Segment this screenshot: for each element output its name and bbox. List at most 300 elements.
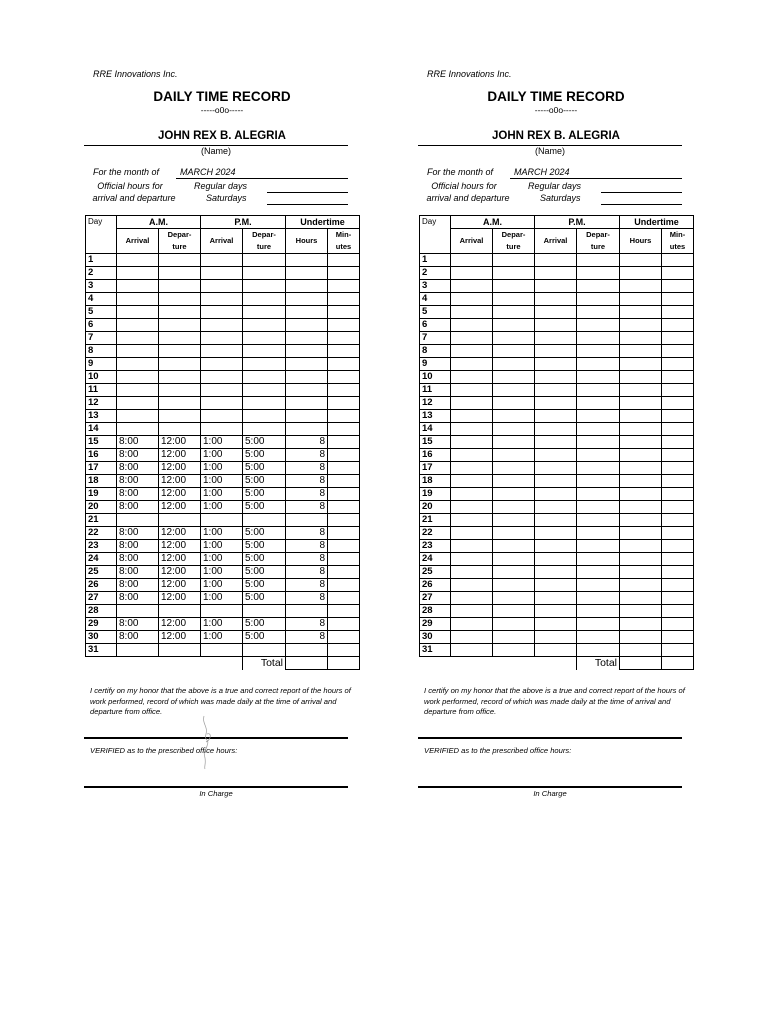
day-cell: 24 [86,553,117,566]
day-cell: 27 [86,592,117,605]
pm-arrival-cell: 1:00 [201,540,243,553]
official-hours-label-line2: arrival and departure [426,193,510,203]
pm-arrival-cell [535,384,577,397]
pm-departure-cell: 5:00 [243,618,286,631]
am-departure-cell [159,254,201,267]
am-arrival-cell [451,462,493,475]
am-arrival-cell [451,644,493,657]
hours-cell [620,527,662,540]
day-cell: 29 [420,618,451,631]
am-departure-cell [493,384,535,397]
table-header-row-1 [86,216,360,229]
am-departure-cell: 12:00 [159,475,201,488]
hours-cell [620,319,662,332]
day-cell: 3 [420,280,451,293]
hours-cell: 8 [286,475,328,488]
pm-arrival-cell [535,462,577,475]
table-row [420,605,694,618]
pm-departure-cell [577,254,620,267]
am-arrival-cell [451,267,493,280]
am-departure-cell [493,371,535,384]
am-departure-cell: 12:00 [159,592,201,605]
am-arrival-cell [451,410,493,423]
am-arrival-cell [117,358,159,371]
am-departure-cell [493,410,535,423]
day-cell: 18 [420,475,451,488]
table-row [420,410,694,423]
table-row [420,293,694,306]
minutes-cell [662,358,694,371]
am-departure-cell [493,397,535,410]
name-caption: (Name) [200,146,231,156]
hours-cell [620,293,662,306]
company-name: RRE Innovations Inc. [93,69,178,79]
pm-arrival-cell [535,410,577,423]
table-row [86,553,360,566]
minutes-cell [328,358,360,371]
am-arrival-cell [117,345,159,358]
day-cell: 2 [86,267,117,280]
am-arrival-cell [117,306,159,319]
pm-departure-cell [243,384,286,397]
table-row [420,579,694,592]
minutes-cell [662,371,694,384]
hours-cell [286,423,328,436]
pm-arrival-cell [535,306,577,319]
am-arrival-cell: 8:00 [117,592,159,605]
hours-cell [620,579,662,592]
pm-arrival-cell [201,306,243,319]
header-day: Day [86,216,117,254]
day-cell: 29 [86,618,117,631]
regular-days-label: Regular days [528,181,582,191]
hours-cell: 8 [286,579,328,592]
pm-arrival-cell [535,501,577,514]
hours-cell [286,267,328,280]
header-pm-arrival: Arrival [201,229,243,254]
am-departure-cell [493,423,535,436]
am-departure-cell [493,605,535,618]
total-label: Total [577,657,620,670]
am-departure-cell [159,397,201,410]
am-departure-cell [159,345,201,358]
minutes-cell [328,579,360,592]
minutes-cell [662,410,694,423]
pm-arrival-cell: 1:00 [201,501,243,514]
employee-name: JOHN REX B. ALEGRIA [491,130,620,142]
total-spacer [86,657,243,670]
hours-cell [620,514,662,527]
table-row [86,371,360,384]
day-cell: 23 [420,540,451,553]
am-arrival-cell [117,371,159,384]
am-arrival-cell [451,254,493,267]
am-arrival-cell [117,644,159,657]
am-departure-cell [493,540,535,553]
pm-arrival-cell: 1:00 [201,592,243,605]
pm-arrival-cell: 1:00 [201,618,243,631]
pm-arrival-cell [535,371,577,384]
pm-arrival-cell [201,358,243,371]
minutes-cell [662,553,694,566]
am-arrival-cell [451,605,493,618]
pm-departure-cell [577,371,620,384]
am-arrival-cell: 8:00 [117,618,159,631]
employee-name: JOHN REX B. ALEGRIA [157,130,286,142]
time-record-table [85,215,360,670]
pm-departure-cell: 5:00 [243,462,286,475]
hours-cell [620,254,662,267]
regular-days-line [601,192,682,193]
am-arrival-cell: 8:00 [117,436,159,449]
minutes-cell [662,605,694,618]
minutes-cell [662,436,694,449]
hours-cell [286,254,328,267]
hours-cell [620,280,662,293]
pm-arrival-cell: 1:00 [201,475,243,488]
day-cell: 6 [420,319,451,332]
pm-departure-cell [577,319,620,332]
minutes-cell [328,345,360,358]
am-arrival-cell: 8:00 [117,553,159,566]
pm-arrival-cell [535,527,577,540]
table-row [420,436,694,449]
pm-arrival-cell [535,358,577,371]
title-decoration: -----o0o----- [534,105,578,115]
day-cell: 25 [86,566,117,579]
day-cell: 31 [420,644,451,657]
am-departure-cell [493,475,535,488]
total-hours-cell [620,657,662,670]
table-row [86,332,360,345]
header-hours: Hours [286,229,328,254]
table-row [420,488,694,501]
table-row [86,280,360,293]
table-row [86,345,360,358]
hours-cell [286,358,328,371]
am-departure-cell [159,423,201,436]
am-departure-cell: 12:00 [159,449,201,462]
am-arrival-cell [451,566,493,579]
pm-arrival-cell [535,644,577,657]
minutes-cell [662,280,694,293]
pm-arrival-cell [201,397,243,410]
pm-departure-cell [243,397,286,410]
header-am-arrival: Arrival [117,229,159,254]
pm-arrival-cell: 1:00 [201,566,243,579]
minutes-cell [328,436,360,449]
day-cell: 27 [420,592,451,605]
minutes-cell [328,566,360,579]
table-row [86,319,360,332]
table-row [86,423,360,436]
saturdays-line [267,204,348,205]
total-row [86,657,360,670]
pm-departure-cell [243,293,286,306]
hours-cell [286,306,328,319]
hours-cell [620,423,662,436]
day-cell: 5 [420,306,451,319]
day-cell: 15 [86,436,117,449]
am-arrival-cell [451,553,493,566]
pm-departure-cell [577,631,620,644]
day-cell: 12 [86,397,117,410]
hours-cell: 8 [286,566,328,579]
pm-departure-cell [577,540,620,553]
pm-departure-cell [243,319,286,332]
am-arrival-cell [451,306,493,319]
official-hours-label-line1: Official hours for [431,181,497,191]
pm-departure-cell [243,514,286,527]
am-arrival-cell [117,384,159,397]
day-cell: 9 [86,358,117,371]
pm-arrival-cell [201,410,243,423]
am-departure-cell [159,514,201,527]
pm-departure-cell [577,384,620,397]
pm-departure-cell [577,332,620,345]
minutes-cell [662,631,694,644]
table-row [86,462,360,475]
pm-departure-cell [577,462,620,475]
verified-text: VERIFIED as to the prescribed office hours: [424,746,572,755]
pm-arrival-cell: 1:00 [201,436,243,449]
pm-departure-cell [243,644,286,657]
table-row [420,540,694,553]
day-cell: 4 [86,293,117,306]
pm-departure-cell [577,618,620,631]
am-arrival-cell: 8:00 [117,488,159,501]
certification-text: I certify on my honor that the above is a true and correct report of the hours of work performed, record of which was made daily at the time of arrival and departure from office. [90,686,351,717]
total-label: Total [243,657,286,670]
pm-departure-cell [577,449,620,462]
hours-cell [286,397,328,410]
table-row [86,306,360,319]
pm-arrival-cell: 1:00 [201,631,243,644]
day-cell: 1 [86,254,117,267]
am-arrival-cell [451,501,493,514]
am-arrival-cell [451,280,493,293]
hours-cell [286,514,328,527]
hours-cell: 8 [286,540,328,553]
form-title: DAILY TIME RECORD [487,89,625,104]
pm-arrival-cell [201,605,243,618]
am-arrival-cell [451,332,493,345]
am-arrival-cell [117,397,159,410]
hours-cell: 8 [286,436,328,449]
day-cell: 15 [420,436,451,449]
day-cell: 5 [86,306,117,319]
table-row [86,618,360,631]
minutes-cell [328,332,360,345]
hours-cell [286,644,328,657]
minutes-cell [662,566,694,579]
pm-departure-cell: 5:00 [243,553,286,566]
am-departure-cell [493,436,535,449]
am-departure-cell [493,618,535,631]
pm-arrival-cell [535,319,577,332]
hours-cell [620,605,662,618]
table-row [86,566,360,579]
pm-arrival-cell [201,319,243,332]
pm-arrival-cell [535,267,577,280]
hours-cell [286,332,328,345]
table-row [420,254,694,267]
am-departure-cell: 12:00 [159,553,201,566]
pm-departure-cell [577,527,620,540]
table-row [420,566,694,579]
pm-arrival-cell [201,254,243,267]
table-row [420,384,694,397]
day-cell: 22 [420,527,451,540]
am-arrival-cell [451,527,493,540]
table-row [86,501,360,514]
pm-arrival-cell [201,384,243,397]
pm-departure-cell [577,397,620,410]
am-arrival-cell [451,358,493,371]
total-hours-cell [286,657,328,670]
day-cell: 30 [420,631,451,644]
am-arrival-cell [117,410,159,423]
month-value: MARCH 2024 [176,167,348,179]
day-cell: 19 [420,488,451,501]
table-row [86,540,360,553]
am-arrival-cell: 8:00 [117,501,159,514]
pm-departure-cell [577,280,620,293]
day-cell: 25 [420,566,451,579]
am-departure-cell [159,319,201,332]
regular-days-label: Regular days [194,181,248,191]
pm-departure-cell [243,605,286,618]
pm-arrival-cell: 1:00 [201,527,243,540]
day-cell: 26 [420,579,451,592]
am-departure-cell [493,332,535,345]
pm-arrival-cell [535,293,577,306]
pm-departure-cell [243,332,286,345]
hours-cell [620,644,662,657]
day-cell: 20 [86,501,117,514]
table-row [420,462,694,475]
in-charge-line [418,786,682,788]
pm-arrival-cell [535,631,577,644]
hours-cell [620,397,662,410]
am-arrival-cell [451,514,493,527]
pm-departure-cell [577,605,620,618]
signature-icon [196,712,218,770]
in-charge-label: In Charge [199,789,233,798]
minutes-cell [662,384,694,397]
pm-departure-cell [243,371,286,384]
am-departure-cell [493,579,535,592]
table-header-row-2 [420,229,694,254]
pm-departure-cell: 5:00 [243,579,286,592]
minutes-cell [662,423,694,436]
hours-cell [620,501,662,514]
hours-cell [620,371,662,384]
day-cell: 17 [86,462,117,475]
header-pm-arrival: Arrival [535,229,577,254]
day-cell: 20 [420,501,451,514]
pm-arrival-cell [535,579,577,592]
am-arrival-cell [451,319,493,332]
month-label: For the month of [427,167,494,177]
minutes-cell [662,475,694,488]
am-departure-cell: 12:00 [159,618,201,631]
am-departure-cell [493,293,535,306]
pm-departure-cell [243,345,286,358]
time-record-table [419,215,694,670]
header-am: A.M. [451,216,535,229]
table-row [420,618,694,631]
pm-departure-cell [577,267,620,280]
table-row [86,605,360,618]
am-arrival-cell [451,384,493,397]
am-arrival-cell [451,293,493,306]
am-arrival-cell: 8:00 [117,566,159,579]
table-row [86,527,360,540]
am-departure-cell: 12:00 [159,566,201,579]
table-row [420,345,694,358]
am-departure-cell [159,280,201,293]
saturdays-label: Saturdays [206,193,247,203]
pm-departure-cell [577,423,620,436]
signature-line [418,737,682,739]
minutes-cell [662,449,694,462]
am-arrival-cell: 8:00 [117,579,159,592]
hours-cell [286,371,328,384]
am-departure-cell: 12:00 [159,462,201,475]
pm-arrival-cell [535,332,577,345]
day-cell: 28 [86,605,117,618]
pm-departure-cell: 5:00 [243,566,286,579]
pm-arrival-cell: 1:00 [201,462,243,475]
hours-cell: 8 [286,462,328,475]
am-arrival-cell: 8:00 [117,527,159,540]
am-arrival-cell [117,280,159,293]
pm-departure-cell: 5:00 [243,540,286,553]
day-cell: 30 [86,631,117,644]
header-am-departure: Depar- ture [159,229,201,254]
table-row [420,358,694,371]
hours-cell [620,553,662,566]
am-arrival-cell: 8:00 [117,540,159,553]
minutes-cell [662,579,694,592]
day-cell: 10 [420,371,451,384]
am-arrival-cell [451,618,493,631]
table-row [420,449,694,462]
table-row [86,384,360,397]
minutes-cell [662,527,694,540]
pm-departure-cell [243,280,286,293]
pm-departure-cell: 5:00 [243,488,286,501]
day-cell: 11 [86,384,117,397]
form-title: DAILY TIME RECORD [153,89,291,104]
hours-cell [286,319,328,332]
pm-arrival-cell [535,254,577,267]
am-departure-cell [493,527,535,540]
day-cell: 2 [420,267,451,280]
am-departure-cell: 12:00 [159,540,201,553]
minutes-cell [328,514,360,527]
table-row [86,436,360,449]
pm-arrival-cell [201,644,243,657]
am-arrival-cell [451,345,493,358]
pm-arrival-cell [201,514,243,527]
hours-cell [286,605,328,618]
am-arrival-cell [451,540,493,553]
official-hours-label-line1: Official hours for [97,181,163,191]
minutes-cell [328,397,360,410]
am-arrival-cell [451,579,493,592]
